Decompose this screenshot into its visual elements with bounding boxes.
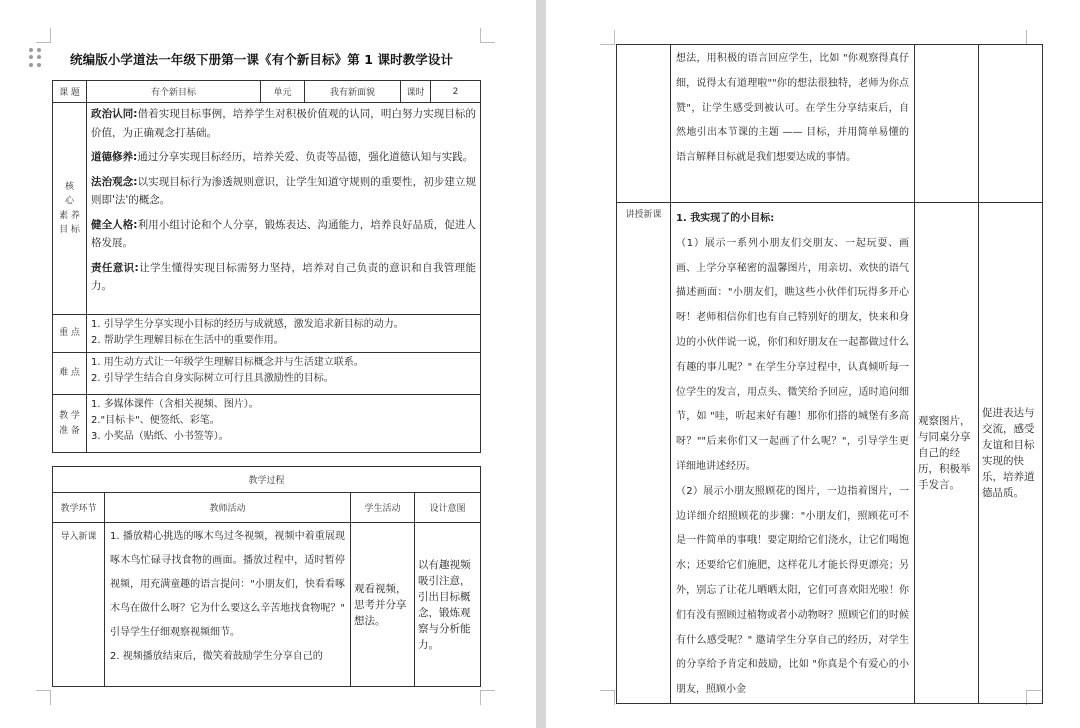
list-item: 1. 多媒体课件（含相关视频、图片）。: [91, 399, 259, 410]
document-page-left: [0, 0, 536, 728]
stage-new-lesson: 讲授新课: [617, 203, 671, 704]
teacher-activity-new-lesson: [671, 203, 915, 704]
list-item: 1. 引导学生分享实现小目标的经历与成就感，激发追求新目标的动力。: [91, 319, 404, 330]
list-item: 2. 引导学生结合自身实际树立可行且具激励性的目标。: [91, 373, 334, 384]
section-heading: 1. 我实现了的小目标:: [676, 213, 775, 224]
stage-continued: [617, 45, 671, 203]
list-item: 1. 用生动方式让一年级学生理解目标概念并与生活建立联系。: [91, 357, 364, 368]
design-intent-intro: 以有趣视频吸引注意，引出目标概念，锻炼观察与分析能力。: [415, 523, 481, 687]
difficulties-content: [87, 353, 481, 395]
difficulties-label: 难 点: [53, 353, 87, 395]
teaching-process-table: [52, 466, 481, 687]
core-goal-item: 法治观念:以实现目标行为渗透规则意识，让学生知道守规则的重要性，初步建立规则即'法'的概念。: [91, 175, 477, 206]
col-stage: 教学环节: [53, 493, 105, 523]
topic-label: 课 题: [53, 81, 87, 103]
hours-label: 课时: [401, 81, 431, 103]
core-goal-item: 政治认同:借着实现目标事例，培养学生对积极价值观的认同，明白努力实现目标的价值，为正确观念打基础。: [91, 108, 477, 139]
list-item: 3. 小奖品（贴纸、小书签等）。: [91, 431, 229, 442]
student-activity-continued: [915, 45, 979, 203]
key-points-content: [87, 315, 481, 353]
teaching-process-table-continued: [616, 44, 1043, 704]
drag-handle-icon[interactable]: [29, 48, 43, 68]
list-item: 2. 帮助学生理解目标在生活中的重要作用。: [91, 335, 284, 346]
crop-mark: [480, 690, 495, 705]
document-page-right: [546, 0, 1080, 728]
process-header: 教学过程: [53, 467, 481, 493]
col-student: 学生活动: [351, 493, 415, 523]
document-title: 统编版小学道法一年级下册第一课《有个新目标》第 1 课时教学设计: [70, 52, 454, 67]
teacher-activity-intro-continued: 想法，用积极的语言回应学生，比如 "你观察得真仔细，说得太有道理啦""你的想法很独特，老师为你点赞"，让学生感受到被认可。在学生分享结束后，自然地引出本节课的主题 —— 目标，并用简单易懂的语言解释目标就是我们想要达成的事情。: [671, 45, 915, 203]
paragraph: （2）展示小朋友照顾花的图片，一边指着图片，一边详细介绍照顾花的步骤："小朋友们，照顾花可不是一件简单的事哦！要定期给它们浇水，让它们喝饱水；还要给它们施肥，这样花儿才能长得更漂亮；另外，别忘了让花儿晒晒太阳，它们可喜欢阳光啦！你们有没有照顾过植物或者小动物呀？照顾它们的时候有什么感受呢？" 邀请学生分享自己的经历，对学生的分享给予肯定和鼓励，比如 "你真是个有爱心的小朋友，照顾小金: [676, 485, 909, 696]
core-goal-item: 责任意识:让学生懂得实现目标需努力坚持，培养对自己负责的意识和自我管理能力。: [91, 261, 476, 292]
core-goals-label: 核 心 素 养 目 标: [53, 103, 87, 315]
preparation-label: 教 学 准 备: [53, 395, 87, 453]
crop-mark: [480, 28, 495, 43]
list-item: 2."目标卡"、便签纸、彩笔。: [91, 415, 220, 426]
stage-intro: 导入新课: [53, 523, 105, 687]
crop-mark: [600, 30, 615, 45]
topic-value: 有个新目标: [87, 81, 261, 103]
core-goals-content: [87, 103, 481, 315]
preparation-content: [87, 395, 481, 453]
crop-mark: [600, 690, 615, 705]
crop-mark: [1026, 30, 1041, 45]
page-gutter: [536, 0, 546, 728]
crop-mark: [36, 690, 51, 705]
teacher-activity-intro: 1. 播放精心挑选的啄木鸟过冬视频，视频中着重展现啄木鸟忙碌寻找食物的画面。播放过程中，适时暂停视频，用充满童趣的语言提问："小朋友们，快看看啄木鸟在做什么呀？它为什么要这么辛苦地找食物呢？" 引导学生仔细观察视频细节。 2. 视频播放结束后，微笑着鼓励学生分享自己的: [105, 523, 351, 687]
core-goal-item: 健全人格:利用小组讨论和个人分享，锻炼表达、沟通能力，培养良好品质，促进人格发展。: [91, 218, 477, 249]
unit-label: 单元: [261, 81, 305, 103]
core-goal-item: 道德修养:通过分享实现目标经历，培养关爱、负责等品德，强化道德认知与实践。: [91, 151, 474, 163]
hours-value: 2: [431, 81, 481, 103]
student-activity-intro: 观看视频，思考并分享想法。: [351, 523, 415, 687]
lesson-plan-table: [52, 80, 481, 453]
design-intent-new-lesson: 促进表达与交流，感受友谊和目标实现的快乐，培养道德品质。: [979, 203, 1043, 704]
col-teacher: 教师活动: [105, 493, 351, 523]
col-intent: 设计意图: [415, 493, 481, 523]
student-activity-new-lesson: 观察图片，与同桌分享自己的经历，积极举手发言。: [915, 203, 979, 704]
unit-value: 我有新面貌: [305, 81, 401, 103]
design-intent-continued: [979, 45, 1043, 203]
key-points-label: 重 点: [53, 315, 87, 353]
crop-mark: [36, 28, 51, 43]
paragraph: （1）展示一系列小朋友们交朋友、一起玩耍、画画、上学分享秘密的温馨图片，用亲切、欢快的语气描述画面："小朋友们，瞧这些小伙伴们玩得多开心呀！老师相信你们也有自己特别好的朋友，快来和身边的小伙伴说一说，你们和好朋友在一起都做过什么有趣的事儿呢？" 在学生分享过程中，认真倾听每一位学生的发言，用点头、微笑给予回应，适时追问细节，如 "哇，听起来好有趣！那你们搭的城堡有多高呀？""后来你们又一起画了什么呢？"，引导学生更详细地讲述经历。: [676, 237, 909, 472]
